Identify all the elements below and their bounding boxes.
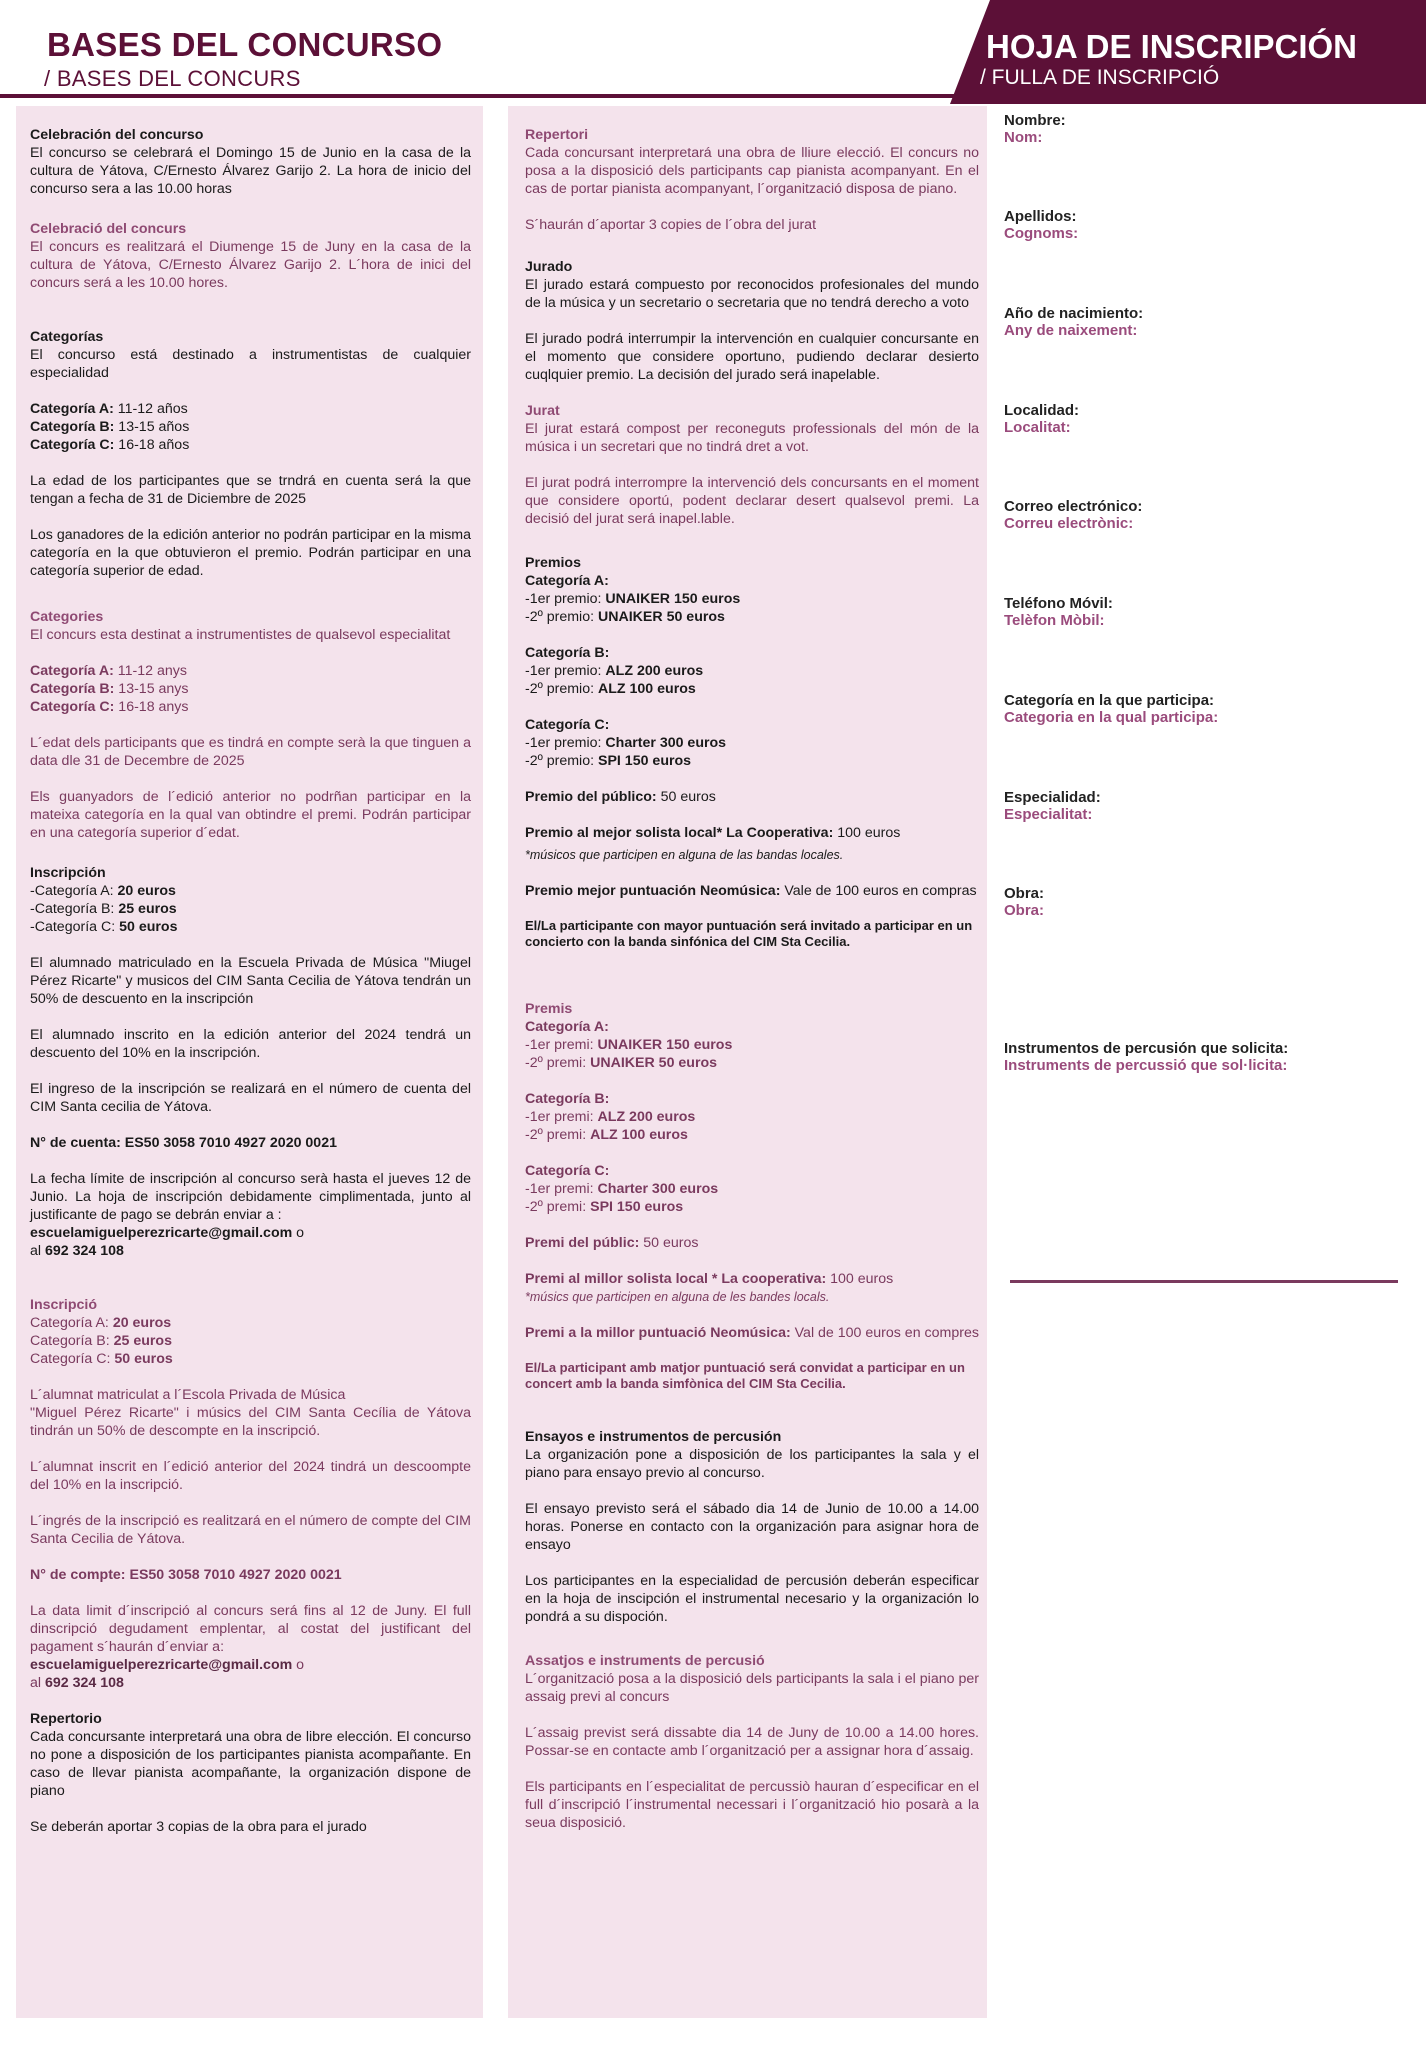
form-field-categoria[interactable]: Categoría en la que participa: Categoria en la qual participa: — [1004, 692, 1219, 726]
descuento-text: El alumnado matriculado en la Escuela Privada de Música "Miugel Pérez Ricarte" y musicos del CIM Santa Cecilia de Yátova tendrán un 50% de descuento en la inscripción — [30, 955, 471, 1007]
cuenta-number: N° de cuenta: ES50 3058 7010 4927 2020 0021 — [30, 1135, 337, 1151]
contact-es: escuelamiguelperezricarte@gmail.com o al 692 324 108 — [30, 1225, 305, 1259]
section-categorias-es: Categorías El concurso está destinado a instrumentistas de cualquier especialidad Categoría A: 11-12 años Categoría B: 13-15 años Categoría C: 16-18 años — [30, 329, 471, 453]
form-field-instrumentos[interactable]: Instrumentos de percusión que solicita: Instruments de percussió que sol·licita: — [1004, 1040, 1289, 1074]
ingreso-text: El ingreso de la inscripción se realizará en el número de cuenta del CIM Santa cecilia de Yátova. — [30, 1081, 471, 1115]
bases-subtitle: / BASES DEL CONCURS — [44, 66, 301, 91]
form-field-telefono[interactable]: Teléfono Móvil: Telèfon Mòbil: — [1004, 595, 1113, 629]
form-field-especialidad[interactable]: Especialidad: Especialitat: — [1004, 789, 1101, 823]
jurat2-ca: El jurat podrá interrompre la intervenció dels concursants en el moment que considere oportú, podent declarar desert qualsevol premi. La decisió del jurat será inapel.lable. — [525, 475, 979, 527]
email-link[interactable]: escuelamiguelperezricarte@gmail.com — [30, 1225, 293, 1241]
assaig-ca: L´assaig previst será dissabte dia 14 de Juny de 10.00 a 14.00 hores. Possar-se en contacte amb l´organització per a assignar hora d´assaig. — [525, 1725, 979, 1759]
section-premis-ca: Premis Categoría A: -1er premi: UNAIKER 150 euros -2º premi: UNAIKER 50 euros Categoría B: -1er premi: ALZ 200 euros -2º premi: ALZ 100 euros Categoría C: -1er premi: Charter 300 euros -2º premi: SPI 150 euros Premi del públic: 50 euros Premi al millor solista local * La cooperativa: 100 euros *músics que participen en alguna de les bandes locals. Premi a la millor puntuació Neomúsica: Val de 100 euros en compres El/La participant amb matjor puntuació será convidat a participar en un concert amb la banda simfònica del CIM Sta Cecilia. — [525, 1001, 979, 1391]
ganadores-text: Los ganadores de la edición anterior no podrán participar en la misma categoría en la que obtuvieron el premio. Podrán participar en una categoría superior de edad. — [30, 527, 471, 579]
section-assatjos-ca: Assatjos e instruments de percusió L´organització posa a la disposició dels participants la sala i el piano per assaig previ al concurs — [525, 1653, 979, 1705]
ingres-ca: L´ingrés de la inscripció es realitzará en el número de compte del CIM Santa Cecilia de Yátova. — [30, 1513, 471, 1547]
compte-number: N° de compte: ES50 3058 7010 4927 2020 0021 — [30, 1567, 342, 1583]
alumnat2-ca: L´alumnat inscrit en l´edició anterior del 2024 tindrá un descoompte del 10% en la inscripció. — [30, 1459, 471, 1493]
section-inscripcion-es: Inscripción -Categoría A: 20 euros -Categoría B: 25 euros -Categoría C: 50 euros — [30, 865, 178, 935]
percussio-ca: Els participants en l´especialitat de percussiò hauran d´especificar en el full d´inscripció l´instrumental necessari i l´organització hio posarà a la seua disposició. — [525, 1779, 979, 1831]
section-inscripcio-ca: Inscripció Categoría A: 20 euros Categoría B: 25 euros Categoría C: 50 euros — [30, 1297, 173, 1367]
ensayo2-text: El ensayo previsto será el sábado dia 14 de Junio de 10.00 a 14.00 horas. Ponerse en contacto con la organización para asignar hora de ensayo — [525, 1501, 979, 1553]
signature-line — [1010, 1280, 1398, 1283]
form-field-obra[interactable]: Obra: Obra: — [1004, 885, 1045, 919]
form-field-localidad[interactable]: Localidad: Localitat: — [1004, 402, 1080, 436]
form-field-nacimiento[interactable]: Año de nacimiento: Any de naixement: — [1004, 305, 1144, 339]
section-jurat-ca: Jurat El jurat estará compost per reconeguts professionals del món de la música i un secretari que no tindrá dret a vot. — [525, 403, 979, 455]
jurado2-text: El jurado podrá interrumpir la intervención en cualquier concursante en el momento que considere oportuno, pudiendo declarar desierto cuqlquier premio. La decisión del jurado será inapelable. — [525, 331, 979, 383]
edad-text: La edad de los participantes que se trndrá en cuenta será la que tengan a fecha de 31 de Diciembre de 2025 — [30, 473, 471, 507]
section-repertorio-es: Repertorio Cada concursante interpretará una obra de libre elección. El concurso no pone a disposición de los participantes pianista acompañante. En caso de llevar pianista acompañante, la organización dispone de piano — [30, 1711, 471, 1799]
guanyadors-text: Els guanyadors de l´edició anterior no podrñan participar en la mateixa categoría en la qual van obtindre el premi. Podrán participar en una categoría superior d´edat. — [30, 789, 471, 841]
rules-column-left — [16, 106, 483, 2018]
header-divider — [0, 94, 990, 98]
section-celebracion-es: Celebración del concurso El concurso se celebrará el Domingo 15 de Junio en la casa de la cultura de Yátova, C/Ernesto Álvarez Garijo 2. La hora de inicio del concurso sera a las 10.00 horas — [30, 127, 471, 197]
bases-title: BASES DEL CONCURSO — [47, 26, 443, 63]
rules-column-right — [508, 106, 987, 2018]
form-field-apellidos[interactable]: Apellidos: Cognoms: — [1004, 208, 1079, 242]
section-categories-ca: Categories El concurs esta destinat a instrumentistes de qualsevol especialitat Categoría A: 11-12 anys Categoría B: 13-15 anys Categoría C: 16-18 anys — [30, 609, 451, 715]
inscription-subtitle: / FULLA DE INSCRIPCIÓ — [980, 66, 1220, 89]
edat-text: L´edat dels participants que es tindrá en compte serà la que tinguen a data dle 31 de Decembre de 2025 — [30, 735, 471, 769]
fecha-limite-text: La fecha límite de inscripción al concurso serà hasta el jueves 12 de Junio. La hoja de inscripción debidamente cimplimentada, junto al justificante de pago se debrán enviar a : — [30, 1171, 471, 1223]
inscription-title: HOJA DE INSCRIPCIÓN — [986, 28, 1357, 65]
form-field-correo[interactable]: Correo electrónico: Correu electrònic: — [1004, 498, 1143, 532]
section-repertori-ca: Repertori Cada concursant interpretará una obra de lliure elecció. El concurs no posa a la disposició dels participants cap pianista acompanyant. En el cas de portar pianista acompanyant, l´organització disposa de piano. — [525, 127, 979, 197]
phone-number: 692 324 108 — [44, 1243, 124, 1259]
form-field-nombre[interactable]: Nombre: Nom: — [1004, 112, 1066, 146]
copies-ca: S´haurán d´aportar 3 copies de l´obra del jurat — [525, 217, 817, 233]
contact-ca: escuelamiguelperezricarte@gmail.com o al 692 324 108 — [30, 1657, 305, 1691]
section-ensayos-es: Ensayos e instrumentos de percusión La organización pone a disposición de los participantes la sala y el piano para ensayo previo al concurso. — [525, 1429, 979, 1481]
alumnat-ca: L´alumnat matriculat a l´Escola Privada de Música "Miguel Pérez Ricarte" i músics del CIM Santa Cecília de Yátova tindrán un 50% de descompte en la inscripció. — [30, 1387, 471, 1439]
section-celebracio-ca: Celebració del concurs El concurs es realitzará el Diumenge 15 de Juny en la casa de la cultura de Yátova, C/Ernesto Álvarez Garijo 2. L´hora de inici del concurs será a les 10.00 hores. — [30, 221, 471, 291]
section-premios-es: Premios Categoría A: -1er premio: UNAIKER 150 euros -2º premio: UNAIKER 50 euros Categoría B: -1er premio: ALZ 200 euros -2º premio: ALZ 100 euros Categoría C: -1er premio: Charter 300 euros -2º premio: SPI 150 euros Premio del público: 50 euros Premio al mejor solista local* La Cooperativa: 100 euros *músicos que participen en alguna de las bandas locales. Premio mejor puntuación Neomúsica: Vale de 100 euros en compras El/La participante con mayor puntuación será invitado a participar en un concierto con la banda sinfónica del CIM Sta Cecilia. — [525, 555, 977, 949]
descuento2-text: El alumnado inscrito en la edición anterior del 2024 tendrá un descuento del 10% en la inscripción. — [30, 1027, 471, 1061]
section-jurado-es: Jurado El jurado estará compuesto por reconocidos profesionales del mundo de la música y un secretario o secretaria que no tendrá derecho a voto — [525, 259, 979, 311]
data-limit-ca: La data limit d´inscripció al concurs será fins al 12 de Juny. El full dinscripció degudament emplentar, al costat del justificant del pagament s´haurán d´enviar a: — [30, 1603, 471, 1655]
percusion-text: Los participantes en la especialidad de percusión deberán especificar en la hoja de inscipción el instrumental necesario y la organización lo pondrá a su dispoción. — [525, 1573, 979, 1625]
header-left — [0, 0, 1000, 100]
copias-text: Se deberán aportar 3 copias de la obra para el jurado — [30, 1819, 367, 1835]
